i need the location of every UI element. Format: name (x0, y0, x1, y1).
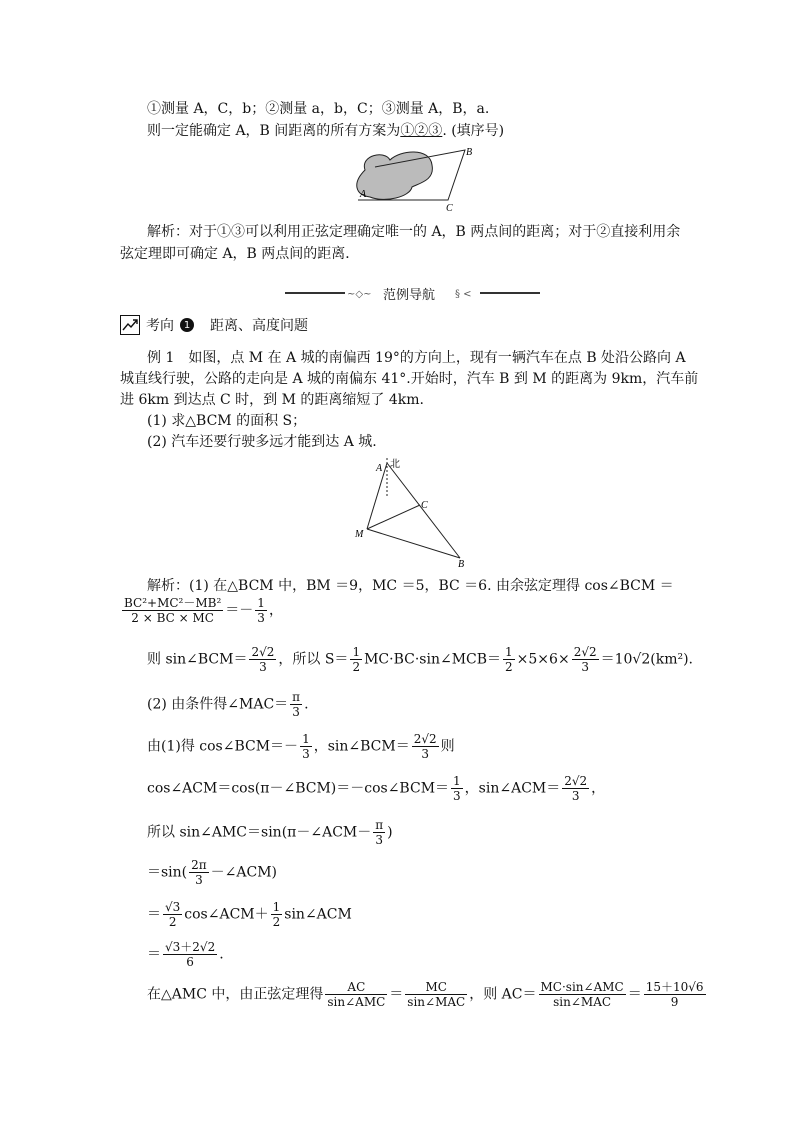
section-topic: 距离、高度问题 (210, 318, 308, 334)
from1-then: 则 (440, 738, 455, 755)
half-den: 2 (352, 660, 361, 674)
sin-value-fraction (572, 645, 599, 674)
sin-value-den: 3 (581, 660, 589, 674)
l7-f1-num: √3 (165, 900, 181, 914)
section-title: 考向 (146, 318, 174, 334)
trend-chart-icon (120, 315, 140, 335)
example-question-2: (2) 汽车还要行驶多远才能到达 A 城. (147, 434, 377, 450)
l9-f1-num: AC (325, 980, 387, 995)
sin-bcm-num: 2√2 (251, 645, 275, 659)
intro-line-2-suffix: . (填序号) (442, 123, 505, 139)
l6-prefix: ＝sin( (147, 864, 188, 881)
amc-pi-num: π (375, 818, 384, 832)
l6-fraction (189, 858, 209, 887)
solution-line-from-1 (147, 732, 455, 761)
solution-line-6 (147, 858, 277, 887)
from1-sin-fraction (412, 732, 439, 761)
l9-prefix: 在△AMC 中，由正弦定理得 (147, 986, 324, 1003)
half-fraction-2 (503, 645, 515, 674)
from1-sin-num: 2√2 (413, 732, 437, 746)
section-number: 1 (180, 318, 194, 332)
amc-pi-den: 3 (375, 833, 384, 847)
solution-line-1: 解析：(1) 在△BCM 中，BM ＝9，MC ＝5，BC ＝6. 由余弦定理得 cos∠BCM ＝ (147, 578, 674, 594)
l9-frac-4 (644, 980, 706, 1009)
mac-angle-num: π (292, 690, 301, 704)
example-line-1: 例 1 如图，点 M 在 A 城的南偏西 19°的方向上，现有一辆汽车在点 B 处沿公路向 A (147, 350, 686, 366)
solution-line-9: 在△AMC 中，由正弦定理得 $\frac{AC}{\text{sin∠AMC}}$ ＝ $\frac{MC}{\text{sin∠MAC}}$ ，则 AC＝ $\frac{\text{MC·sin∠AMC}}{\text{sin∠MAC}}$ ＝ $\frac{15+10√6}{9}$ (147, 980, 704, 1009)
mac-angle-text: (2) 由条件得∠MAC＝ (147, 696, 289, 713)
example-question-1: (1) 求△BCM 的面积 S； (147, 413, 307, 429)
intro-line-1: ①测量 A，C，b；②测量 a，b，C；③测量 A，B，a. (147, 101, 490, 117)
solution-line-2: $\frac{\text{BC²+MC²－MB²}}{2 \times BC \times MC}$ ＝－ $\frac{1}{3}$ ， (124, 596, 283, 625)
from1-cos-fraction (300, 732, 312, 761)
l7-f1-den: 2 (168, 915, 177, 929)
half2-den: 2 (505, 660, 513, 674)
svg-text:§ <: § < (455, 289, 472, 300)
analysis1-line-2: 弦定理即可确定 A，B 两点间的距离． (120, 246, 360, 262)
area-result: ＝10√2(km²). (600, 651, 693, 668)
half-fraction (350, 645, 362, 674)
fig2-label-a: A (376, 463, 383, 474)
cos-equals: ＝－ (225, 602, 254, 619)
acm-sin: ，sin∠ACM＝ (464, 780, 561, 797)
example-line-2: 城直线行驶，公路的走向是 A 城的南偏东 41°.开始时，汽车 B 到 M 的距离为 9km，汽车前 (120, 371, 699, 387)
l8-fraction (163, 940, 217, 969)
cos-formula-fraction (122, 596, 223, 625)
svg-text:~◇~: ~◇~ (347, 289, 372, 300)
fig2-label-north: 北 (390, 459, 400, 470)
acm-sin-num: 2√2 (564, 774, 588, 788)
from1-cos-num: 1 (302, 732, 310, 746)
fig2-label-m: M (355, 529, 364, 540)
lake-shape (357, 152, 433, 199)
example-line-3: 进 6km 到达点 C 时，到 M 的距离缩短了 4km. (120, 392, 424, 408)
figure-triangle-amb (350, 455, 475, 570)
fig1-label-b: B (466, 147, 473, 158)
l7-mid: cos∠ACM＋ (184, 906, 269, 923)
half-num: 1 (352, 645, 361, 659)
cos-formula-num: BC²+MC²－MB² (124, 596, 222, 610)
acm-cos: cos∠ACM＝cos(π－∠BCM)＝－cos∠BCM＝ (147, 780, 450, 797)
l9-f2-den: sin∠MAC (407, 995, 466, 1009)
cos-formula-den: 2 × BC × MC (131, 611, 214, 625)
solution-part2-line: (2) 由条件得∠MAC＝ $\frac{\pi}{3}$ . (147, 690, 309, 719)
l9-f3-num: MC·sin∠AMC (540, 980, 624, 994)
l9-frac-3 (539, 980, 626, 1009)
from1-cos: 由(1)得 cos∠BCM＝－ (147, 738, 299, 755)
mac-angle-den: 3 (292, 705, 300, 719)
sin-value-num: 2√2 (573, 645, 597, 659)
solution-line-7 (147, 900, 352, 929)
solution-line-amc (147, 818, 393, 847)
l7-eq: ＝ (147, 906, 161, 923)
fig2-label-b: B (458, 559, 465, 570)
fig2-label-c: C (421, 500, 428, 511)
sin-bcm-fraction (249, 645, 276, 674)
l9-f2-num: MC (405, 980, 467, 995)
l6-den: 3 (195, 873, 203, 887)
l8-num: √3＋2√2 (165, 940, 216, 954)
l8-den: 6 (186, 955, 194, 969)
intro-answer: ①②③ (400, 123, 443, 139)
from1-cos-den: 3 (302, 747, 310, 761)
cos-value-den: 3 (257, 611, 265, 625)
analysis1-line-1: 解析：对于①③可以利用正弦定理确定唯一的 A，B 两点间的距离；对于②直接利用余 (147, 224, 681, 240)
from1-sin: ，sin∠BCM＝ (313, 738, 410, 755)
l9-eq: ＝ (627, 986, 642, 1003)
mac-angle-fraction (290, 690, 302, 719)
from1-sin-den: 3 (421, 747, 429, 761)
half2-num: 1 (505, 645, 513, 659)
cos-value-fraction (255, 596, 267, 625)
acm-sin-fraction (562, 774, 589, 803)
area-intro: ，所以 S＝ (278, 651, 349, 668)
l9-f4-den: 9 (670, 995, 679, 1009)
l9-frac-1 (325, 980, 387, 1009)
l6-num: 2π (191, 858, 207, 872)
divider-label: 范例导航 (383, 288, 436, 303)
acm-cos-fraction (451, 774, 463, 803)
acm-cos-den: 3 (453, 789, 461, 803)
l9-f4-num: 15＋10√6 (645, 980, 704, 994)
cos-value-num: 1 (257, 596, 265, 610)
l7-end: sin∠ACM (284, 906, 352, 923)
section-divider (285, 285, 545, 301)
acm-cos-num: 1 (453, 774, 461, 788)
area-product: ×5×6× (516, 651, 570, 668)
l9-f3-den: sin∠MAC (553, 995, 612, 1009)
solution-line-3 (147, 645, 693, 674)
l9-then: ，则 AC＝ (469, 986, 537, 1003)
l7-frac-1 (163, 900, 182, 929)
l8-eq: ＝ (147, 946, 161, 963)
amc-close: ) (387, 824, 393, 841)
area-formula: MC·BC·sin∠MCB＝ (364, 651, 502, 668)
sin-bcm-prefix: 则 sin∠BCM＝ (147, 651, 248, 668)
figure-quadrilateral-lake (340, 145, 485, 215)
l7-f2-num: 1 (272, 900, 281, 914)
section-heading (120, 315, 308, 335)
l9-f1-den: sin∠AMC (327, 995, 386, 1009)
intro-line-2 (147, 121, 504, 141)
solution-line-acm: cos∠ACM＝cos(π－∠BCM)＝－cos∠BCM＝ $\frac{1}{3}$ ，sin∠ACM＝ $\frac{2√2}{3}$ ， (147, 774, 606, 803)
acm-sin-den: 3 (571, 789, 580, 803)
fig1-label-a: A (360, 189, 367, 200)
l6-suffix: －∠ACM) (210, 864, 278, 881)
amc-sin: 所以 sin∠AMC＝sin(π－∠ACM－ (147, 824, 372, 841)
l7-f2-den: 2 (272, 915, 281, 929)
intro-line-2-prefix: 则一定能确定 A，B 间距离的所有方案为 (147, 123, 401, 139)
fig1-label-c: C (446, 203, 453, 214)
amc-pi-fraction (373, 818, 385, 847)
l7-frac-2 (271, 900, 283, 929)
solution-line-8: ＝ $\frac{√3+2√2}{6}$ . (147, 940, 224, 969)
sin-bcm-den: 3 (259, 660, 267, 674)
l9-frac-2 (405, 980, 467, 1009)
